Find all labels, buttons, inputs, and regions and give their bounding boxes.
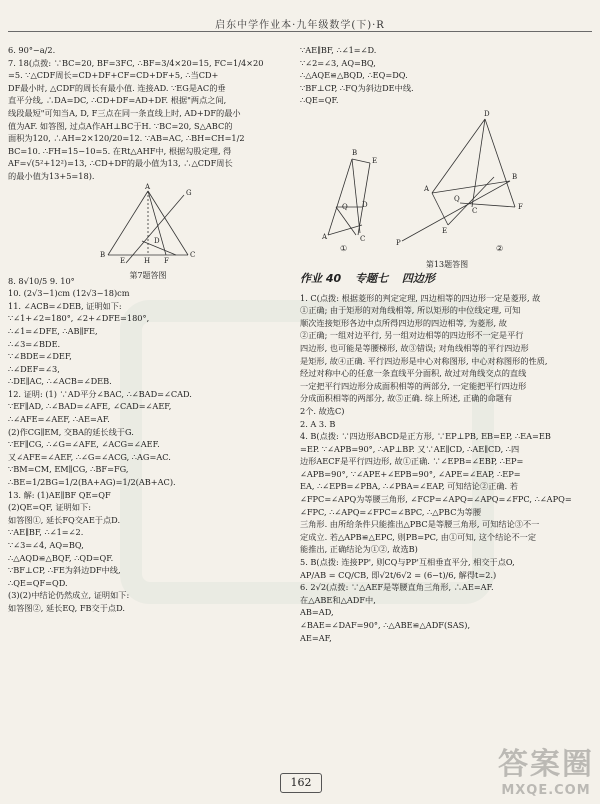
text-line: 如答图②, 延长EQ, FB交于点D. [8,602,125,613]
assignment-number: 作业 40 [300,271,342,285]
section-title [300,273,594,286]
text-line: ∵AE∥BF, ∴∠1=∠D. [300,45,377,55]
text-line: 10. (2√3−1)cm (12√3−18)cm [8,288,130,299]
text-line: ∵∠1+∠2=180°, ∠2+∠DFE=180°, [8,313,150,324]
text-line: ∵BF⊥CP, ∴FQ为斜边DE中线. [300,82,414,93]
text-line: 6. 90°−a/2. [8,45,56,55]
figure-7-diagram [8,183,288,265]
svg-text:F: F [518,202,523,211]
text-line: ∵AE∥BF, ∴∠1=∠2. [8,527,84,538]
text-line: 边形AECF是平行四边形, 故①正确. ∵∠EPB=∠EBP, ∴EP= [300,456,524,467]
page-header [0,0,600,34]
text-line: 分成面积相等的两部分, 故⑤正确. 综上所述, 正确的命题有 [300,393,513,404]
topic-label: 专题七 [354,271,388,285]
text-line: ∵BM=CM, EM∥CG, ∴BF=FG, [8,464,129,475]
text-line: ∴QE=QF=QD. [8,577,68,588]
text-line: 一定把平行四边形分成面积相等的两部分, 一定能把平行四边形 [300,380,527,391]
svg-text:F: F [164,256,169,265]
text-line: ∴∠AFE=∠AEF, ∴AE=AF. [8,414,110,425]
text-line: ∴△AQD≌△BQF, ∴QD=QF. [8,552,114,563]
svg-text:E: E [442,226,448,235]
right-text-block-b [300,292,594,645]
svg-text:C: C [190,250,196,259]
text-line: ②正确; 一组对边平行, 另一组对边相等的四边形不一定是平行 [300,330,524,341]
text-line: AB=AD, [300,607,334,618]
left-text-block-a [8,44,288,183]
text-line: ∠FPC, ∴∠APQ=∠FPC=∠BPC, ∴△PBC为等腰 [300,506,482,517]
text-line: ∵EF∥CG, ∴∠G=∠AFE, ∠ACG=∠AEF. [8,439,160,450]
text-line: ∴△AQE≌△BQD, ∴EQ=DQ. [300,70,408,81]
page-number: 162 [280,773,322,793]
figure-13-label-1: ① [340,243,348,253]
text-line: 6. 2√2(点拨: ∵△AEF是等腰直角三角形, ∴AE=AF. [300,582,494,593]
svg-text:Q: Q [342,202,348,211]
text-line: 是矩形, 故④正确. 平行四边形是中心对称图形, 中心对称图形的性质, [300,355,548,366]
svg-text:D: D [154,236,160,245]
text-line: ∴∠3=∠BDE. [8,338,61,349]
text-line: ∵EF∥AD, ∴∠BAD=∠AFE, ∠CAD=∠AEF, [8,401,172,412]
text-line: 能推出, 正确结论为①②, 故选B) [300,544,418,555]
text-line: ∴QE=QF. [300,95,339,106]
text-line: AP/AB = CQ/CB, 即√2t/6√2 = (6−t)/6, 解得t=2.) [300,569,497,580]
watermark-main-text: 答案圈 [498,747,594,782]
svg-text:P: P [396,238,401,247]
svg-text:C: C [472,206,478,215]
figure-13-label-2: ② [496,243,504,253]
text-line: BC=10. ∴FH=15−10=5. 在Rt△AHF中, 根据勾股定理, 得 [8,145,232,156]
text-line: ∵∠3=∠4, AQ=BQ, [8,540,84,550]
text-line: ∠FPC=∠APQ为等腰三角形, ∠FCP=∠APQ=∠APQ=∠FPC, ∴∠APQ= [300,494,572,505]
text-line: 8. 8√10/5 9. 10° [8,275,75,286]
svg-text:H: H [144,256,151,265]
text-line: =EP. ∵∠APB=90°, ∴AP⊥BP. 又∵AE∥CD, ∴AE∥CD, ∴四 [300,443,520,454]
svg-text:D: D [484,109,490,118]
text-line: 2. A 3. B [300,418,336,429]
text-line: 5. B(点拨: 连接PP', 则CQ与PP'互相垂直平分, 相交于点O, [300,557,515,568]
text-line: 线段最短"可知当A, D, F三点在同一条直线上时, AD+DF的最小 [8,107,241,118]
text-line: 经过对称中心的任意一条直线平分面积, 故过对角线交点的直线 [300,368,527,379]
left-text-block-b [8,275,288,615]
text-line: 如答图①, 延长FQ交AE于点D. [8,514,121,525]
svg-text:A: A [322,232,328,241]
header-title: 启东中学作业本·九年级数学(下)·R [215,20,385,31]
text-line: ∴BE=1/2BG=1/2(BA+AG)=1/2(AB+AC). [8,477,176,488]
figure-13 [300,107,594,267]
text-line: =5. ∵△CDF周长=CD+DF+CF=CD+DF+5, ∴当CD+ [8,70,219,81]
svg-text:D: D [362,200,368,209]
figure-7-caption: 第7题答图 [129,271,167,281]
text-line: ∠BAE=∠DAF=90°, ∴△ABE≌△ADF(SAS), [300,620,471,630]
svg-text:Q: Q [454,194,460,203]
svg-text:B: B [512,172,518,181]
svg-text:A: A [145,182,151,191]
svg-text:C: C [360,234,366,243]
text-line: EA, ∴∠EPB=∠PBA, ∴∠PBA=∠EAP, 可知结论②正确. 若 [300,481,518,492]
left-column [8,44,288,615]
text-line: (2)QE=QF, 证明如下: [8,502,91,513]
text-line: 又∠AFE=∠AEF, ∴∠G=∠ACG, ∴AG=AC. [8,451,171,462]
text-line: (2)作CG∥EM, 交BA的延长线于G. [8,426,134,437]
svg-text:G: G [186,188,192,197]
text-line: 13. 解: (1)AE∥BF QE=QF [8,489,111,500]
text-line: 顺次连接矩形各边中点所得四边形的四边相等, 为菱形, 故 [300,317,507,328]
text-line: ∴DE∥AC, ∴∠ACB=∠DEB. [8,376,112,387]
text-line: 面积为120, ∴AH=2×120/20=12. ∵AB=AC, ∴BH=CH=1/2 [8,133,245,144]
text-line: (3)(2)中结论仍然成立, 证明如下: [8,590,130,601]
text-line: 7. 18(点拨: ∵BC=20, BF=3FC, ∴BF=3/4×20=15, FC=1/4×20 [8,57,264,68]
text-line: AF=√(5²+12²)=13, ∴CD+DF的最小值为13, ∴△CDF周长 [8,158,233,169]
text-line: 11. ∠ACB=∠DEB, 证明如下: [8,300,122,311]
text-line: 四边形, 也可能是等腰梯形, 故③错误; 对角线相等的平行四边形 [300,342,529,353]
text-line: DF最小时, △CDF的周长有最小值. 连接AD. ∵EG是AC的垂 [8,82,226,93]
text-line: 的最小值为13+5=18). [8,170,95,181]
text-line: 在△ABE和△ADF中, [300,594,376,605]
text-line: AE=AF, [300,632,332,643]
svg-text:E: E [372,156,378,165]
svg-text:B: B [100,250,106,259]
text-line: ∠APB=90°, ∵∠APE+∠EPB=90°, ∠APE=∠EAP, ∴EP= [300,468,521,479]
header-rule [8,31,592,32]
watermark-sub-text: MXQE.COM [501,783,591,798]
text-line: ∵∠2=∠3, AQ=BQ, [300,57,376,68]
text-line: 值为AF. 如答图, 过点A作AH⊥BC于H. ∵BC=20, S△ABC的 [8,120,233,131]
text-line: ∵∠BDE=∠DEF, [8,351,72,362]
text-line: 4. B(点拨: ∵四边形ABCD是正方形, ∵EP⊥PB, EB=EP, ∴EA=EB [300,431,551,442]
topic-name: 四边形 [401,271,435,285]
text-line: 三角形. 由所给条件只能推出△PBC是等腰三角形, 可知结论③不一 [300,519,540,530]
right-column [300,44,594,644]
figure-13-diagram [300,107,594,253]
text-line: ∵BF⊥CP, ∴FE为斜边DF中线, [8,565,121,576]
text-line: ∴∠1=∠DFE, ∴AB∥FE, [8,325,98,336]
text-line: ①正确; 由于矩形的对角线相等, 所以矩形的中位线定理, 可知 [300,305,521,316]
text-line: ∴∠DEF=∠3, [8,363,60,374]
right-text-block-a [300,44,594,107]
text-line: 12. 证明: (1) ∵AD平分∠BAC, ∴∠BAD=∠CAD. [8,388,192,399]
site-watermark [498,739,594,798]
text-line: 1. C(点拨: 根据菱形的判定定理, 四边相等的四边形一定是菱形, 故 [300,292,541,303]
figure-13-caption: 第13题答图 [425,259,469,269]
svg-text:B: B [352,148,358,157]
svg-text:E: E [120,256,126,265]
text-line: 定成立. 若△APB≌△EPC, 则PB=PC, 由①可知, 这个结论不一定 [300,531,537,542]
svg-text:A: A [424,184,430,193]
text-line: 直平分线, ∴DA=DC, ∴CD+DF=AD+DF. 根据"两点之间, [8,95,227,106]
text-line: 2个. 故选C) [300,405,345,416]
